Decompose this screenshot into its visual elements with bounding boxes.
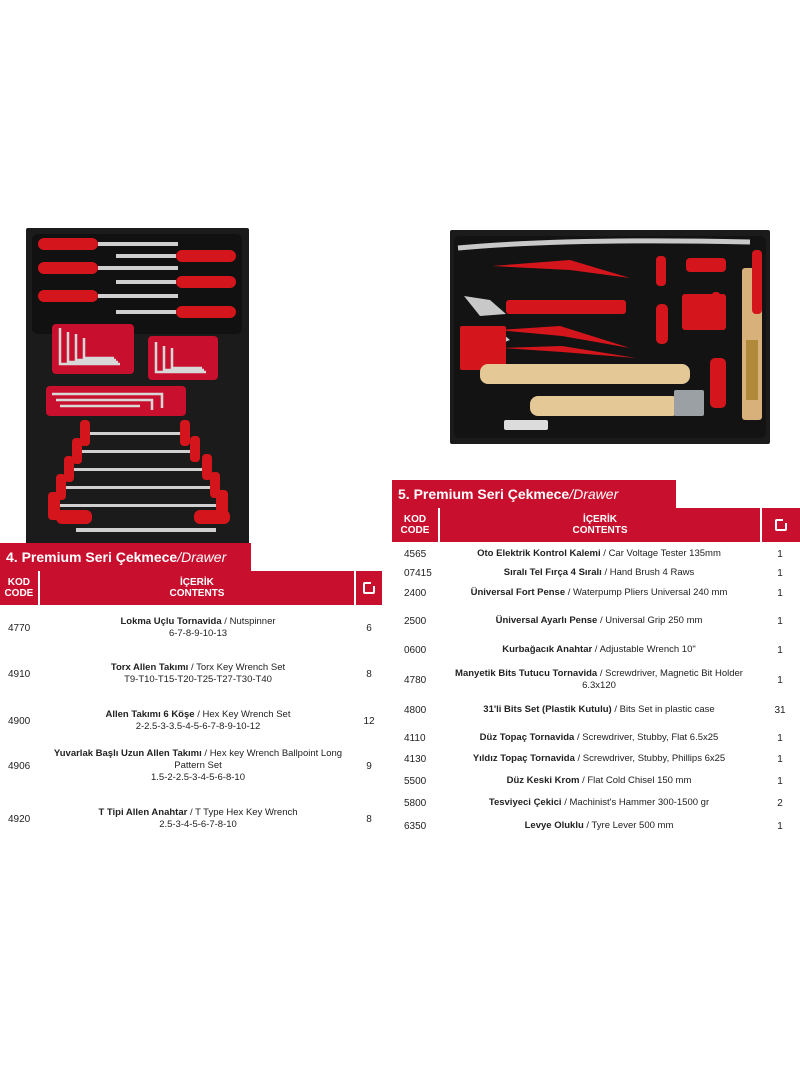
item-quantity: 1 [777, 732, 783, 744]
code-header-line2: CODE [400, 525, 430, 536]
contents-header-line2: CONTENTS [169, 588, 225, 599]
table-row [0, 614, 382, 642]
item-quantity: 1 [777, 775, 783, 787]
item-english: T Type Hex Key Wrench [195, 807, 298, 818]
adjustable-wrench [506, 300, 626, 314]
item-name: Tesviyeci Çekici [488, 797, 562, 808]
item-quantity: 1 [777, 567, 783, 579]
drawer-4-photo [26, 228, 249, 546]
nutspinner-group [32, 234, 242, 334]
item-code: 0600 [404, 644, 427, 656]
item-sizes: 6-7-8-9-10-13 [168, 628, 228, 639]
item-code: 4906 [8, 760, 31, 772]
item-quantity: 1 [777, 753, 783, 765]
code-column-header [392, 508, 438, 542]
item-code: 4110 [404, 732, 426, 744]
item-code: 2500 [404, 615, 427, 627]
box-icon [775, 519, 787, 531]
quantity-column-header [356, 571, 382, 605]
table-row [392, 643, 800, 657]
item-name: Yuvarlak Başlı Uzun Allen Takımı [53, 748, 202, 759]
table-row [392, 752, 800, 766]
table-row [392, 566, 800, 580]
item-description: Manyetik Bits Tutucu Tornavida / Screwdriver, Magnetic Bit Holder 6.3x120 [455, 668, 743, 691]
item-description: Düz Topaç Tornavida / Screwdriver, Stubby, Flat 6.5x25 [479, 732, 719, 743]
item-name: Düz Keski Krom [506, 775, 580, 786]
item-code: 4900 [8, 715, 31, 727]
item-english: Flat Cold Chisel 150 mm [587, 775, 692, 786]
item-description: Yıldız Topaç Tornavida / Screwdriver, Stubby, Phillips 6x25 [472, 753, 726, 764]
item-description: Tesviyeci Çekici / Machinist's Hammer 300-1500 gr [488, 797, 710, 808]
drawer-4-tools-illustration [26, 228, 249, 546]
item-quantity: 12 [363, 715, 375, 727]
hex-key-sets [46, 324, 218, 416]
item-description: Yuvarlak Başlı Uzun Allen Takımı / Hex key Wrench Ballpoint Long Pattern Set 1.5-2-2.5-3-4-5-6-8-10 [40, 748, 356, 784]
table-row [0, 805, 382, 833]
contents-column-header [440, 508, 760, 542]
item-english: Universal Grip 250 mm [605, 615, 703, 626]
item-sizes: T9-T10-T15-T20-T25-T27-T30-T40 [124, 674, 272, 685]
table-row [392, 731, 800, 745]
item-english: Machinist's Hammer 300-1500 gr [569, 797, 710, 808]
item-code: 4770 [8, 622, 31, 634]
drawer-5-photo [450, 230, 770, 444]
item-english: Nutspinner [229, 616, 276, 627]
table-row [392, 586, 800, 600]
table-row [0, 660, 382, 688]
item-sizes: 2.5-3-4-5-6-7-8-10 [159, 819, 237, 830]
item-english: Adjustable Wrench 10" [599, 644, 696, 655]
item-quantity: 1 [777, 644, 783, 656]
voltage-tester [752, 250, 762, 314]
item-name: Allen Takımı 6 Köşe [105, 709, 195, 720]
item-code: 4780 [404, 674, 427, 686]
item-quantity: 8 [366, 813, 372, 825]
item-name: Sıralı Tel Fırça 4 Sıralı [503, 567, 602, 578]
item-code: 5800 [404, 797, 427, 809]
item-sizes: 2-2.5-3-3.5-4-5-6-7-8-9-10-12 [135, 721, 261, 732]
drawer-5-tools-illustration [450, 230, 770, 444]
item-name: Yıldız Topaç Tornavida [472, 753, 575, 764]
item-english: Hand Brush 4 Raws [609, 567, 695, 578]
item-english: Car Voltage Tester 135mm [608, 548, 721, 559]
table-row [392, 774, 800, 788]
item-code: 4565 [404, 548, 427, 560]
contents-header-line1: İÇERİK [583, 514, 617, 525]
contents-header-line1: İÇERİK [180, 577, 214, 588]
drawer-4-title-sub: /Drawer [177, 549, 227, 565]
code-header-line1: KOD [403, 514, 427, 525]
item-quantity: 2 [777, 797, 783, 809]
item-english: Torx Key Wrench Set [196, 662, 286, 673]
item-sizes: 1.5-2-2.5-3-4-5-6-8-10 [151, 772, 245, 783]
drawer-4-table-header [0, 571, 382, 605]
item-quantity: 1 [777, 615, 783, 627]
item-name: 31'li Bits Set (Plastik Kutulu) [483, 704, 612, 715]
code-column-header [0, 571, 38, 605]
drawer-5-title [392, 480, 676, 508]
contents-header-line2: CONTENTS [572, 525, 628, 536]
table-row [392, 668, 800, 691]
item-description: Üniversal Fort Pense / Waterpump Pliers Universal 240 mm [470, 587, 728, 598]
item-name: Manyetik Bits Tutucu Tornavida [455, 668, 598, 679]
item-name: Üniversal Fort Pense [470, 587, 566, 598]
drawer-5-title-sub: /Drawer [569, 486, 619, 502]
drawer-5-table-header [392, 508, 800, 542]
item-description: Lokma Uçlu Tornavida / Nutspinner 6-7-8-9-10-13 [40, 616, 356, 640]
item-quantity: 1 [777, 548, 783, 560]
drawer-4-title-main: 4. Premium Seri Çekmece [6, 549, 178, 565]
drawer-4-title [0, 543, 251, 571]
item-english: Waterpump Pliers Universal 240 mm [573, 587, 728, 598]
item-description: Torx Allen Takımı / Torx Key Wrench Set T9-T10-T15-T20-T25-T27-T30-T40 [40, 662, 356, 686]
table-row [392, 703, 800, 717]
item-name: Üniversal Ayarlı Pense [495, 615, 598, 626]
item-description: Üniversal Ayarlı Pense / Universal Grip 250 mm [495, 615, 703, 626]
hammer-handle [480, 364, 690, 384]
item-code: 4920 [8, 813, 31, 825]
item-code: 4910 [8, 668, 31, 680]
table-row [0, 707, 382, 735]
table-row [392, 796, 800, 810]
item-english: Screwdriver, Stubby, Phillips 6x25 [582, 753, 726, 764]
table-row [392, 614, 800, 628]
quantity-column-header [762, 508, 800, 542]
item-english: Bits Set in plastic case [619, 704, 715, 715]
item-quantity: 9 [366, 760, 372, 772]
item-code: 2400 [404, 587, 427, 599]
item-name: T Tipi Allen Anahtar [98, 807, 188, 818]
item-quantity: 6 [366, 622, 372, 634]
item-quantity: 1 [777, 587, 783, 599]
item-quantity: 31 [774, 704, 786, 716]
item-description: Oto Elektrik Kontrol Kalemi / Car Voltage Tester 135mm [477, 548, 721, 559]
box-icon [363, 582, 375, 594]
hammer-head-red [460, 326, 506, 370]
item-quantity: 1 [777, 820, 783, 832]
item-name: Levye Oluklu [524, 820, 584, 831]
t-handle-keys [48, 420, 230, 532]
item-description: Kurbağacık Anahtar / Adjustable Wrench 10" [502, 644, 696, 655]
contents-column-header [40, 571, 354, 605]
item-description: Levye Oluklu / Tyre Lever 500 mm [524, 820, 674, 831]
item-code: 6350 [404, 820, 427, 832]
item-code: 4800 [404, 704, 427, 716]
item-description: Düz Keski Krom / Flat Cold Chisel 150 mm [506, 775, 692, 786]
item-english: Hex key Wrench Ballpoint Long Pattern Set [174, 748, 343, 771]
drawer-5-title-main: 5. Premium Seri Çekmece [398, 486, 570, 502]
table-row [392, 547, 800, 561]
item-code: 07415 [404, 567, 432, 579]
table-row [392, 819, 800, 833]
item-name: Oto Elektrik Kontrol Kalemi [477, 548, 601, 559]
table-row [0, 748, 382, 783]
item-quantity: 8 [366, 668, 372, 680]
code-header-line2: CODE [4, 588, 34, 599]
item-name: Kurbağacık Anahtar [502, 644, 593, 655]
item-english: Hex Key Wrench Set [202, 709, 291, 720]
item-description: T Tipi Allen Anahtar / T Type Hex Key Wrench 2.5-3-4-5-6-7-8-10 [40, 807, 356, 831]
item-description: 31'li Bits Set (Plastik Kutulu) / Bits Set in plastic case [483, 704, 715, 715]
item-english: Screwdriver, Magnetic Bit Holder 6.3x120 [582, 668, 743, 691]
item-description: Allen Takımı 6 Köşe / Hex Key Wrench Set 2-2.5-3-3.5-4-5-6-7-8-9-10-12 [40, 709, 356, 733]
item-quantity: 1 [777, 674, 783, 686]
item-name: Lokma Uçlu Tornavida [120, 616, 222, 627]
item-name: Torx Allen Takımı [110, 662, 189, 673]
item-english: Screwdriver, Stubby, Flat 6.5x25 [582, 732, 719, 743]
item-description: Sıralı Tel Fırça 4 Sıralı / Hand Brush 4 Raws [503, 567, 695, 578]
code-header-line1: KOD [7, 577, 31, 588]
item-code: 5500 [404, 775, 427, 787]
item-english: Tyre Lever 500 mm [591, 820, 674, 831]
item-name: Düz Topaç Tornavida [479, 732, 575, 743]
item-code: 4130 [404, 753, 427, 765]
